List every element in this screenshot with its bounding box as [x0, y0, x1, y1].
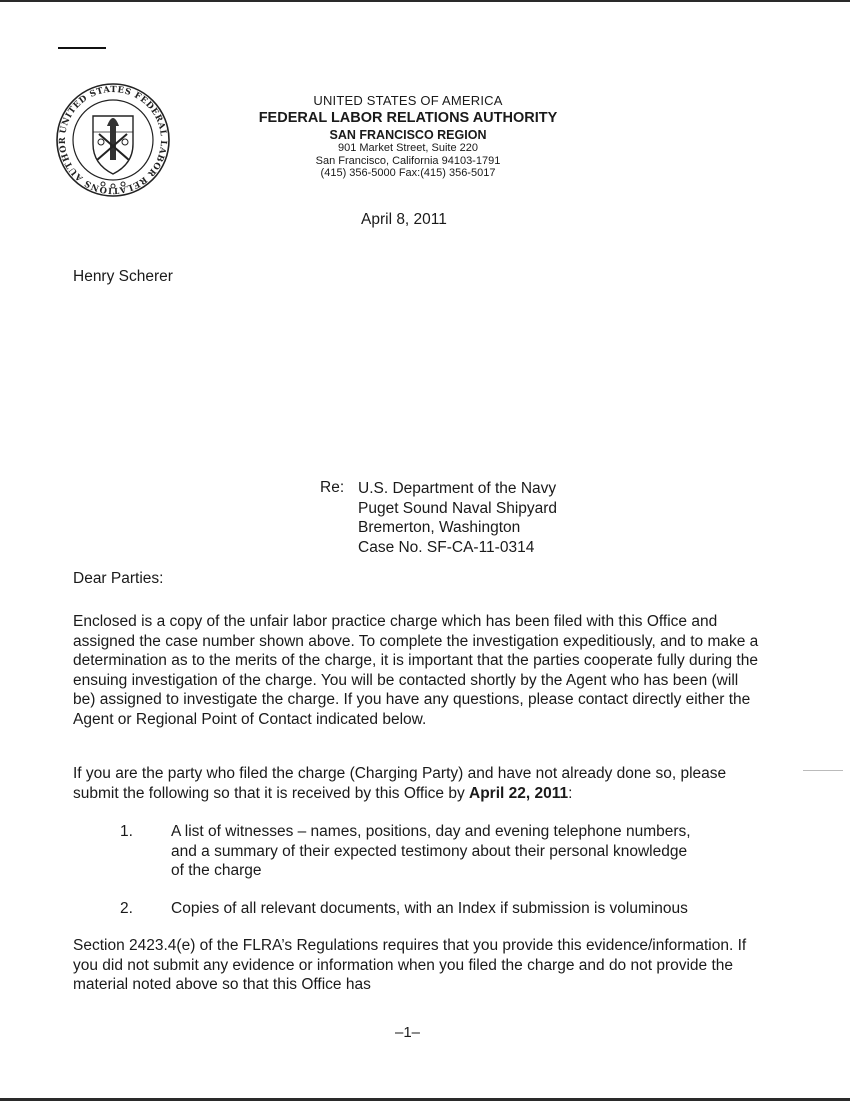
- re-line: Bremerton, Washington: [358, 519, 521, 536]
- page-number: –1–: [395, 1024, 421, 1041]
- paragraph-submission: [73, 764, 763, 803]
- list-item-number: 2.: [120, 900, 133, 917]
- list-item-number: 1.: [120, 823, 133, 840]
- letterhead-street: 901 Market Street, Suite 220: [337, 141, 479, 154]
- re-label: Re:: [320, 479, 345, 496]
- paragraph-intro: Enclosed is a copy of the unfair labor practice charge which has been filed with this Office and assigned the case number shown above. To complete the investigation expeditiously, and to make a determination as to the merits of the charge, it is important that the parties cooperate fully during the ensuing investigation of the charge. You will be contacted shortly by the Agent who has been (will be) assigned to investigate the charge. If you have any questions, please contact directly either the Agent or Regional Point of Contact indicated below.: [73, 613, 759, 728]
- letter-date: April 8, 2011: [361, 211, 447, 228]
- re-block: [358, 479, 557, 557]
- salutation: Dear Parties:: [73, 570, 164, 587]
- svg-text:UNITED STATES FEDERAL LABOR RE: UNITED STATES FEDERAL LABOR RELATIONS AUTHOR: [57, 84, 169, 196]
- paragraph-submission-lead: If you are the party who filed the charge (Charging Party) and have not already done so, please submit the following so that it is received by this Office by: [73, 765, 727, 802]
- recipient-name: Henry Scherer: [73, 268, 173, 285]
- scan-edge-top: [0, 0, 850, 2]
- letterhead-country: UNITED STATES OF AMERICA: [313, 93, 503, 108]
- re-line: U.S. Department of the Navy: [358, 480, 557, 497]
- letterhead-phone-fax: (415) 356-5000 Fax:(415) 356-5017: [320, 167, 496, 180]
- flra-seal-icon: [55, 82, 171, 198]
- letterhead: [240, 94, 576, 180]
- paragraph-regulations: Section 2423.4(e) of the FLRA’s Regulations requires that you provide this evidence/information. If you did not submit any evidence or information when you filed the charge and do not provide the material noted above so that this Office has: [73, 937, 747, 994]
- re-line: Case No. SF-CA-11-0314: [358, 538, 535, 556]
- scan-edge-bottom: [0, 1098, 850, 1101]
- scan-mark: [803, 770, 843, 771]
- letterhead-agency: FEDERAL LABOR RELATIONS AUTHORITY: [258, 109, 558, 126]
- re-line: Puget Sound Naval Shipyard: [358, 499, 558, 517]
- letterhead-region: SAN FRANCISCO REGION: [329, 127, 487, 142]
- letterhead-city: San Francisco, California 94103-1791: [315, 154, 501, 167]
- list-item-text: Copies of all relevant documents, with an Index if submission is voluminous: [171, 900, 688, 917]
- deadline-date: April 22, 2011: [469, 784, 569, 802]
- paragraph-submission-tail: :: [568, 784, 573, 802]
- list-item-text: A list of witnesses – names, positions, day and evening telephone numbers, and a summary of their expected testimony about their personal knowledge of the charge: [171, 823, 691, 880]
- corner-pen-mark: [58, 47, 106, 49]
